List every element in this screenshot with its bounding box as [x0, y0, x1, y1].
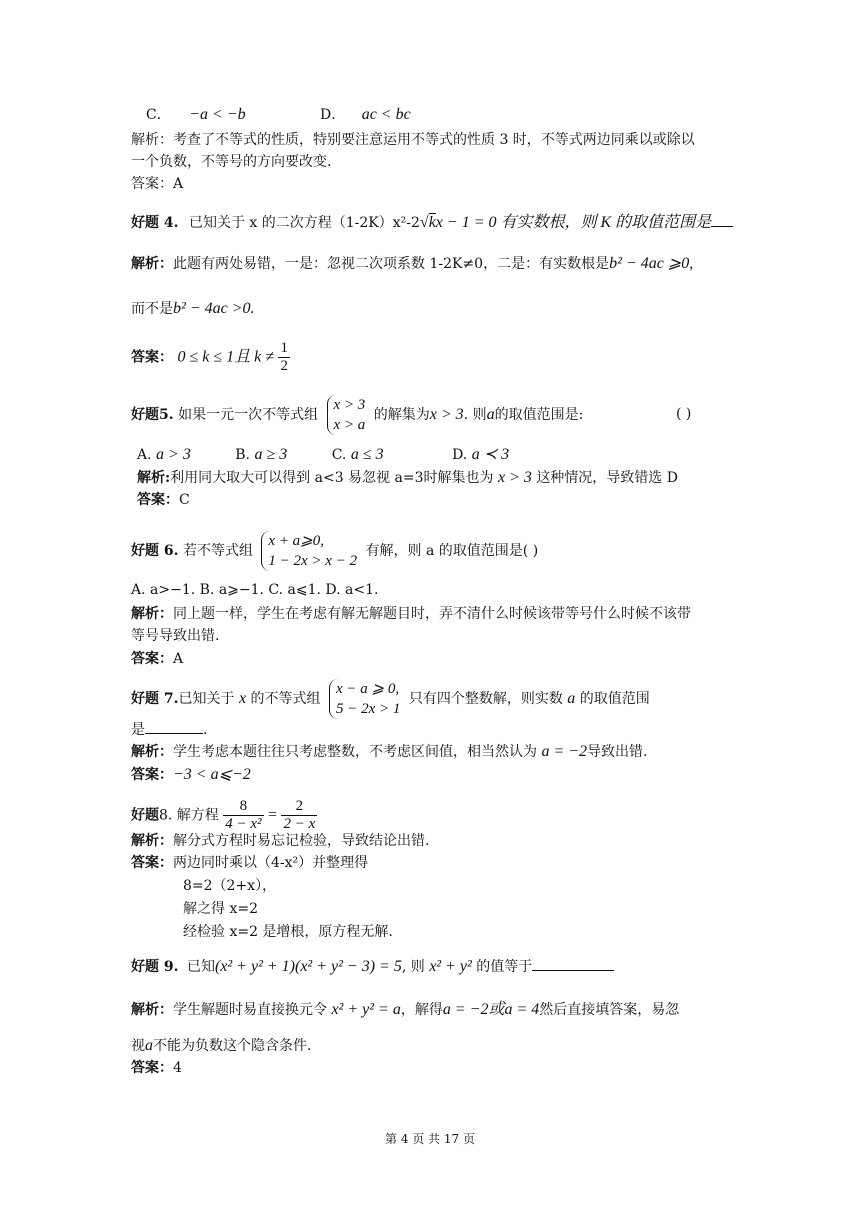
analysis-label: 解析： [131, 606, 173, 622]
answer-7 [131, 765, 251, 785]
analysis-text: 同上题一样，学生在考虑有解无解题目时，弄不清什么时候该带等号什么时候不该带 [173, 606, 691, 622]
question-label: 好题 [131, 807, 159, 824]
analysis-label: 解析： [131, 833, 173, 849]
system-line: x + a⩾0, [268, 533, 325, 549]
answer-value: 4 [173, 1060, 182, 1076]
analysis-4 [131, 254, 693, 274]
analysis-expr: b² − 4ac ⩾0, [609, 255, 694, 272]
option-expr: a ≤ 3 [350, 446, 384, 463]
analysis-expr: a = −2 [541, 743, 588, 760]
fraction-denominator: 2 − x [283, 816, 316, 832]
inequality-system [261, 531, 357, 571]
question-text: 只有四个整数解，则实数 [408, 691, 563, 707]
page-footer: 第 4 页 共 17 页 [385, 1132, 475, 1146]
option-label: C. [331, 447, 347, 463]
analysis-label: 解析： [131, 256, 173, 272]
question-label: 好题 9. [131, 959, 179, 975]
analysis-9-cont [131, 1036, 311, 1056]
question-text: 已知关于 [178, 691, 235, 707]
answer-5 [137, 490, 190, 510]
fraction [223, 798, 263, 833]
analysis-6-cont: 等号导致出错. [131, 628, 220, 644]
question-text: 的取值范围 [579, 691, 650, 707]
system-line: x − a ⩾ 0, [335, 681, 400, 697]
question-6 [131, 531, 538, 571]
question-label: 好题 7. [131, 691, 179, 707]
option-label: D. [452, 447, 468, 463]
question-text: . 则 [463, 407, 487, 423]
question-7-cont [131, 720, 207, 740]
answer-8 [131, 853, 368, 873]
analysis-text: 解分式方程时易忘记检验，导致结论出错. [173, 833, 430, 849]
solution-step: 解之得 x=2 [183, 901, 258, 917]
analysis-6 [131, 604, 691, 624]
analysis-expr: b² − 4ac >0. [173, 300, 255, 317]
question-label: 好题 4. [131, 215, 179, 231]
solution-step: 8=2（2+x）， [183, 878, 277, 894]
answer-label: 答案： [137, 492, 179, 508]
question-text: 已知关于 x 的二次方程（1-2K）x²-2 [188, 215, 420, 231]
answer-6 [131, 649, 183, 669]
options-6: A. a>−1. B. a⩾−1. C. a⩽1. D. a<1. [131, 582, 379, 598]
analysis-5 [137, 468, 678, 488]
question-expr: a [567, 690, 576, 707]
question-expr: a [486, 406, 495, 423]
option-c-expr: −a < −b [189, 106, 246, 123]
system-line: x > 3 [333, 397, 366, 413]
analysis-label: 解析： [131, 744, 173, 760]
analysis-line: 一个负数，不等号的方向要改变. [131, 154, 332, 170]
answer-9 [131, 1058, 182, 1078]
system-line: 5 − 2x > 1 [335, 701, 401, 717]
analysis-8 [131, 831, 429, 851]
analysis-4-cont [131, 299, 255, 319]
analysis-text: 学生考虑本题往往只考虑整数，不考虑区间值，相当然认为 [173, 744, 537, 760]
question-4 [131, 213, 733, 233]
inequality-system [327, 395, 366, 435]
question-8 [131, 798, 317, 833]
answer-label: 答案： [131, 855, 173, 871]
fraction-numerator: 2 [281, 798, 317, 816]
question-text: 的解集为 [373, 407, 430, 423]
question-text: 8. 解方程 [159, 807, 219, 824]
sqrt-expr: k [428, 214, 436, 231]
analysis-label: 解析: [137, 470, 171, 486]
analysis-text: 这种情况，导致错选 D [536, 470, 678, 486]
question-text: 若不等式组 [182, 543, 253, 559]
question-text: 有解，则 a 的取值范围是( ) [365, 543, 539, 559]
question-9 [131, 957, 614, 977]
question-label: 好题5. [131, 407, 174, 423]
analysis-text: 然后直接填答案，易忽 [539, 1002, 680, 1018]
answer-4 [131, 340, 290, 375]
option-label: A. [137, 447, 152, 463]
analysis-expr: a = −2或a = 4 [442, 1001, 540, 1018]
answer-expr: −3 < a⩽−2 [173, 766, 251, 783]
analysis-line: 解析：考查了不等式的性质，特别要注意运用不等式的性质 3 时，不等式两边同乘以或除以 [131, 132, 695, 148]
question-text: x − 1 = 0 有实数根，则 K 的取值范围是 [435, 214, 712, 231]
question-expr: (x² + y² + 1)(x² + y² − 3) = 5 [214, 958, 402, 975]
analysis-text: 而不是 [131, 301, 173, 317]
analysis-text: 不能为负数这个隐含条件. [153, 1038, 312, 1054]
sqrt-sign: √ [419, 214, 429, 231]
question-label: 好题 6. [131, 543, 179, 559]
analysis-expr: x² + y² = a [331, 1001, 401, 1018]
fraction-denominator: 2 [280, 358, 288, 374]
fraction-denominator: 4 − x² [225, 816, 262, 832]
answer-expr: 0 ≤ k ≤ 1且 k ≠ [177, 348, 275, 366]
option-d-label: D． [320, 107, 346, 123]
analysis-label: 解析： [131, 1002, 173, 1018]
fraction [281, 798, 317, 833]
solution-step: 经检验 x=2 是增根，原方程无解. [183, 924, 393, 940]
answer-value: C [179, 492, 190, 508]
question-7 [131, 679, 650, 719]
analysis-text: ，解得 [400, 1002, 443, 1018]
system-line: 1 − 2x > x − 2 [268, 553, 358, 569]
analysis-text: 学生解题时易直接换元令 [173, 1002, 327, 1018]
question-text: 如果一元一次不等式组 [178, 407, 319, 423]
fraction [278, 340, 290, 375]
answer-label: 答案： [131, 767, 173, 783]
answer-text: 两边同时乘以（4-x²）并整理得 [173, 855, 369, 871]
fraction-numerator: 1 [280, 340, 288, 356]
analysis-9 [131, 1000, 679, 1020]
analysis-expr: x > 3 [497, 469, 532, 486]
analysis-text: 此题有两处易错，一是：忽视二次项系数 1-2K≠0，二是：有实数根是 [173, 256, 610, 272]
question-text: 是 [131, 722, 145, 738]
question-text: . [203, 722, 208, 738]
options-5 [137, 445, 509, 465]
analysis-expr: a [145, 1037, 153, 1054]
answer-label: 答案： [131, 651, 173, 667]
question-text: 已知 [186, 959, 215, 975]
answer-blank [145, 733, 203, 734]
analysis-text: 导致出错. [587, 744, 648, 760]
option-cd-line [146, 105, 411, 125]
option-label: B. [235, 447, 251, 463]
answer-label: 答案： [131, 1060, 173, 1076]
option-expr: a ≺ 3 [471, 446, 510, 463]
question-5 [131, 395, 583, 435]
inequality-system [329, 679, 400, 719]
equals-sign: = [268, 806, 278, 824]
analysis-7 [131, 742, 648, 762]
question-expr: x [238, 690, 247, 707]
question-text: 的不等式组 [250, 691, 321, 707]
system-line: x > a [333, 417, 366, 433]
answer-value: A [173, 651, 184, 667]
question-text: , 则 [401, 959, 425, 975]
option-expr: a > 3 [156, 446, 191, 463]
answer-blank [532, 970, 614, 971]
question-expr: x > 3 [429, 406, 464, 423]
answer-blank [711, 226, 733, 227]
question-expr: x² + y² [429, 958, 472, 975]
analysis-text: 利用同大取大可以得到 a<3 易忽视 a=3时解集也为 [170, 470, 494, 486]
question-text: 的值等于 [476, 959, 533, 975]
analysis-text: 视 [131, 1038, 145, 1054]
option-d-expr: ac < bc [361, 106, 411, 123]
fraction-numerator: 8 [223, 798, 263, 816]
question-text: 的取值范围是: [494, 407, 584, 423]
option-c-label: C． [146, 107, 171, 123]
answer-label: 答案： [131, 349, 173, 366]
answer-paren: ( ) [676, 406, 692, 422]
option-expr: a ≥ 3 [254, 446, 288, 463]
answer-line: 答案：A [131, 176, 184, 192]
